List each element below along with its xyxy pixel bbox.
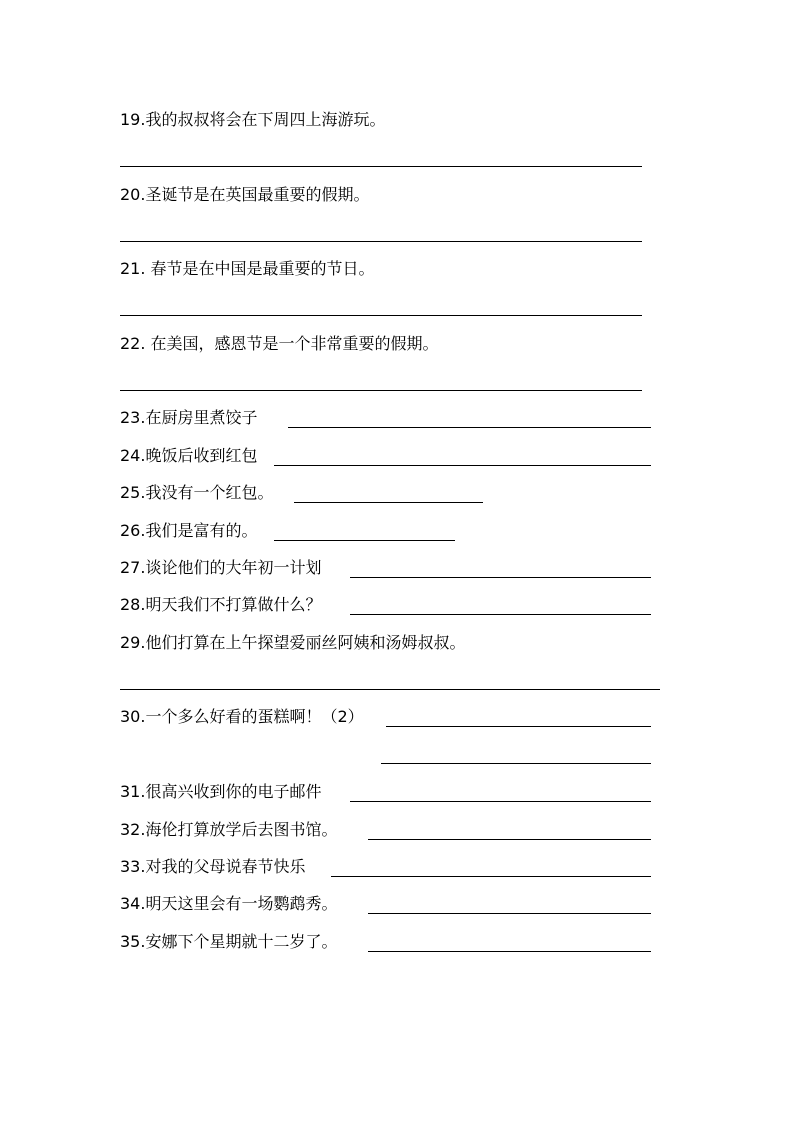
question-21 bbox=[120, 259, 375, 279]
question-number: 35. bbox=[120, 932, 146, 951]
question-number: 24. bbox=[120, 446, 146, 465]
question-number: 27. bbox=[120, 558, 146, 577]
question-number: 25. bbox=[120, 483, 146, 502]
answer-line-28[interactable] bbox=[350, 614, 651, 615]
question-prompt: 海伦打算放学后去图书馆。 bbox=[145, 820, 338, 839]
question-number: 21. bbox=[120, 259, 146, 278]
question-23 bbox=[120, 408, 257, 428]
question-number: 29. bbox=[120, 633, 146, 652]
question-number: 33. bbox=[120, 857, 146, 876]
question-prompt: 明天我们不打算做什么？ bbox=[145, 595, 322, 614]
question-prompt: 在美国，感恩节是一个非常重要的假期。 bbox=[145, 334, 439, 353]
answer-line-21[interactable] bbox=[120, 315, 642, 316]
question-number: 28. bbox=[120, 595, 146, 614]
question-prompt: 一个多么好看的蛋糕啊！（2） bbox=[145, 707, 364, 726]
question-number: 26. bbox=[120, 521, 146, 540]
question-prompt: 很高兴收到你的电子邮件 bbox=[145, 782, 322, 801]
question-number: 30. bbox=[120, 707, 146, 726]
question-prompt: 我没有一个红包。 bbox=[145, 483, 274, 502]
answer-line-27[interactable] bbox=[350, 577, 651, 578]
question-30 bbox=[120, 707, 364, 727]
question-prompt: 谈论他们的大年初一计划 bbox=[145, 558, 322, 577]
question-prompt: 对我的父母说春节快乐 bbox=[145, 857, 306, 876]
question-29 bbox=[120, 633, 465, 653]
question-prompt: 他们打算在上午探望爱丽丝阿姨和汤姆叔叔。 bbox=[145, 633, 466, 652]
question-35 bbox=[120, 932, 337, 952]
question-32 bbox=[120, 820, 337, 840]
question-number: 22. bbox=[120, 334, 146, 353]
question-prompt: 明天这里会有一场鹦鹉秀。 bbox=[145, 894, 338, 913]
answer-line-20[interactable] bbox=[120, 241, 642, 242]
answer-line-34[interactable] bbox=[368, 913, 651, 914]
answer-line-31[interactable] bbox=[350, 801, 651, 802]
answer-line-29[interactable] bbox=[120, 689, 660, 690]
answer-line-33[interactable] bbox=[331, 876, 651, 877]
answer-line-25[interactable] bbox=[294, 502, 483, 503]
question-34 bbox=[120, 894, 337, 914]
question-number: 31. bbox=[120, 782, 146, 801]
question-33 bbox=[120, 857, 305, 877]
question-19 bbox=[120, 110, 385, 130]
question-prompt: 我们是富有的。 bbox=[145, 521, 258, 540]
answer-line-30b[interactable] bbox=[381, 763, 651, 764]
question-number: 23. bbox=[120, 408, 146, 427]
answer-line-23[interactable] bbox=[288, 427, 651, 428]
answer-line-35[interactable] bbox=[368, 951, 651, 952]
question-25 bbox=[120, 483, 273, 503]
question-number: 32. bbox=[120, 820, 146, 839]
question-prompt: 圣诞节是在英国最重要的假期。 bbox=[145, 185, 370, 204]
answer-line-30a[interactable] bbox=[386, 726, 651, 727]
answer-line-32[interactable] bbox=[368, 839, 651, 840]
question-number: 19. bbox=[120, 110, 146, 129]
answer-line-19[interactable] bbox=[120, 166, 642, 167]
question-26 bbox=[120, 521, 257, 541]
question-28 bbox=[120, 595, 321, 615]
question-22 bbox=[120, 334, 439, 354]
question-prompt: 春节是在中国是最重要的节日。 bbox=[145, 259, 375, 278]
question-31 bbox=[120, 782, 321, 802]
answer-line-26[interactable] bbox=[274, 540, 455, 541]
question-20 bbox=[120, 185, 369, 205]
question-prompt: 安娜下个星期就十二岁了。 bbox=[145, 932, 338, 951]
answer-line-22[interactable] bbox=[120, 390, 642, 391]
question-prompt: 在厨房里煮饺子 bbox=[145, 408, 258, 427]
question-number: 20. bbox=[120, 185, 146, 204]
question-number: 34. bbox=[120, 894, 146, 913]
question-27 bbox=[120, 558, 321, 578]
question-prompt: 晚饭后收到红包 bbox=[145, 446, 258, 465]
answer-line-24[interactable] bbox=[274, 465, 651, 466]
question-24 bbox=[120, 446, 257, 466]
question-prompt: 我的叔叔将会在下周四上海游玩。 bbox=[145, 110, 386, 129]
